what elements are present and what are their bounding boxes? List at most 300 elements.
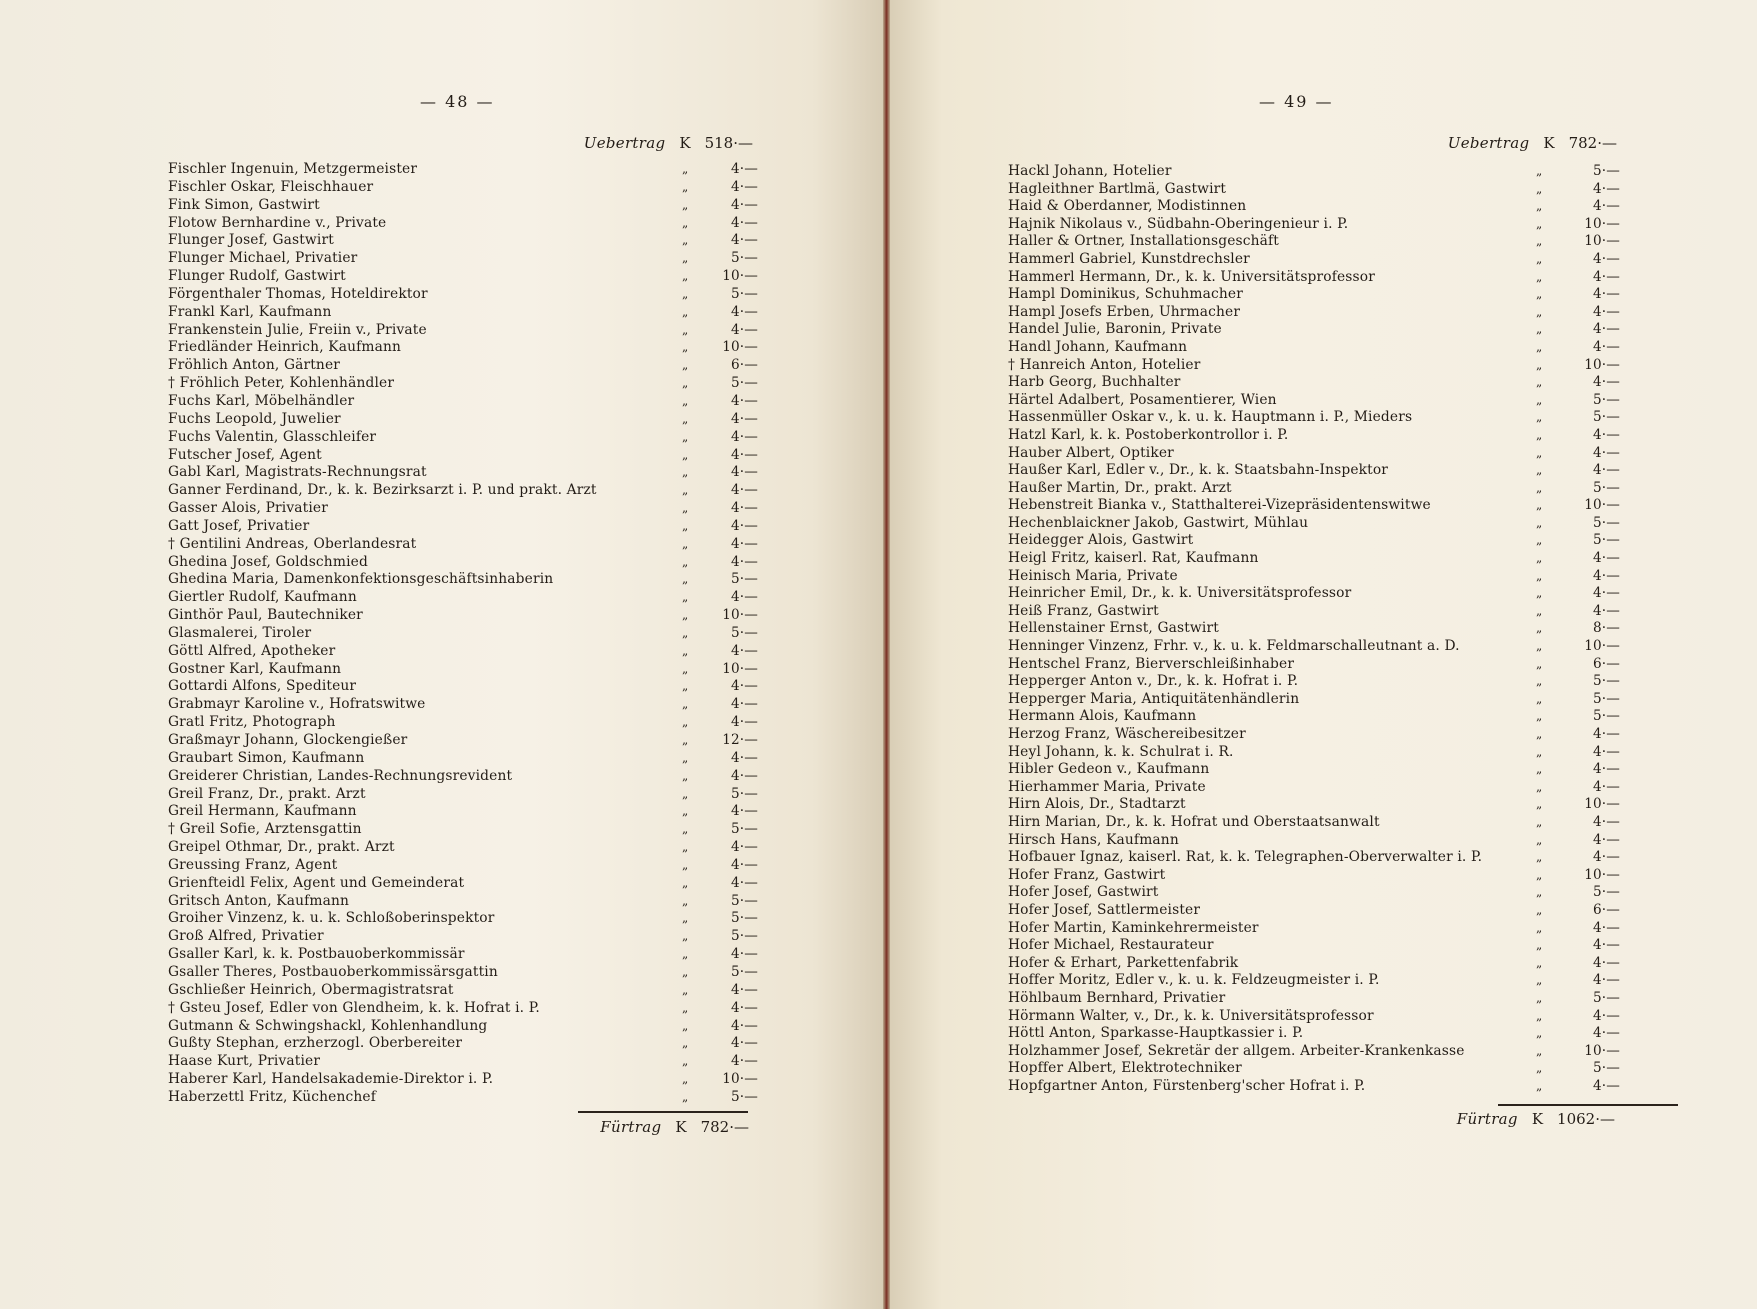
- ditto-mark: „: [1536, 304, 1543, 319]
- donation-amount: 4·—: [730, 678, 758, 695]
- list-item: [1008, 532, 1620, 550]
- list-item: [1008, 216, 1620, 234]
- donation-amount: 4·—: [1592, 778, 1620, 795]
- member-name: Hebenstreit Bianka v., Statthalterei-Vizepräsidentenswitwe: [1008, 497, 1431, 514]
- donation-amount: 12·—: [722, 732, 758, 748]
- donation-amount: 4·—: [1592, 250, 1620, 267]
- ditto-mark: „: [1536, 515, 1543, 530]
- list-item: [168, 910, 758, 928]
- donation-amount: 5·—: [730, 571, 758, 588]
- ditto-mark: „: [682, 822, 689, 837]
- member-name: Hammerl Gabriel, Kunstdrechsler: [1008, 250, 1250, 267]
- ditto-mark: „: [1536, 744, 1543, 759]
- donation-amount: 4·—: [730, 410, 758, 427]
- donation-amount: 5·—: [730, 963, 758, 980]
- member-name: Hajnik Nikolaus v., Südbahn-Oberingenieur i. P.: [1008, 215, 1349, 232]
- member-name: Harb Georg, Buchhalter: [1008, 374, 1181, 391]
- page-number: — 48 —: [420, 92, 495, 111]
- member-name: Flunger Josef, Gastwirt: [168, 232, 334, 249]
- list-item: [168, 482, 758, 500]
- member-name: Ghedina Josef, Goldschmied: [168, 553, 368, 570]
- member-name: Hofer Josef, Sattlermeister: [1008, 901, 1201, 918]
- donation-amount: 4·—: [730, 428, 758, 445]
- donation-amount: 4·—: [730, 749, 758, 766]
- donation-amount: 5·—: [730, 250, 758, 267]
- donation-amount: 4·—: [1592, 919, 1620, 936]
- list-item: [168, 250, 758, 268]
- donation-amount: 10·—: [1584, 866, 1620, 883]
- donation-amount: 10·—: [722, 607, 758, 624]
- ditto-mark: „: [1536, 603, 1543, 618]
- member-name: Hofer Michael, Restaurateur: [1008, 937, 1214, 954]
- member-name: Graubart Simon, Kaufmann: [168, 749, 365, 766]
- donation-amount: 4·—: [1592, 585, 1620, 602]
- list-item: [168, 589, 758, 607]
- ditto-mark: „: [682, 1089, 689, 1104]
- donation-amount: 5·—: [730, 928, 758, 945]
- carry-in-label: Uebertrag: [1447, 134, 1530, 152]
- ditto-mark: „: [1536, 586, 1543, 601]
- list-item: [1008, 480, 1620, 498]
- member-name: Greil Franz, Dr., prakt. Arzt: [168, 785, 366, 802]
- member-name: Hermann Alois, Kaufmann: [1008, 708, 1197, 725]
- donation-amount: 4·—: [1592, 831, 1620, 848]
- member-name: Heidegger Alois, Gastwirt: [1008, 532, 1194, 549]
- ditto-mark: „: [682, 786, 689, 801]
- member-name: Handl Johann, Kaufmann: [1008, 338, 1188, 355]
- member-name: Haußer Karl, Edler v., Dr., k. k. Staatsbahn-Inspektor: [1008, 462, 1389, 479]
- member-name: Gsaller Karl, k. k. Postbauoberkommissär: [168, 946, 465, 963]
- list-item: [1008, 550, 1620, 568]
- list-item: [1008, 269, 1620, 287]
- ditto-mark: „: [682, 1036, 689, 1051]
- member-name: Gußty Stephan, erzherzogl. Oberbereiter: [168, 1035, 463, 1052]
- right-page: [890, 0, 1757, 1309]
- member-name: Hibler Gedeon v., Kaufmann: [1008, 761, 1210, 778]
- member-name: Futscher Josef, Agent: [168, 446, 322, 463]
- ditto-mark: „: [682, 964, 689, 979]
- donation-amount: 10·—: [1584, 233, 1620, 250]
- ditto-mark: „: [1536, 727, 1543, 741]
- list-item: [1008, 656, 1620, 674]
- sum-rule: [1498, 1104, 1678, 1106]
- list-item: [1008, 515, 1620, 533]
- member-name: Gratl Fritz, Photograph: [168, 714, 336, 731]
- ditto-mark: „: [1536, 709, 1543, 724]
- member-name: Ginthör Paul, Bautechniker: [168, 607, 363, 624]
- list-item: [168, 393, 758, 411]
- member-name: † Hanreich Anton, Hotelier: [1008, 356, 1201, 373]
- member-name: Hirsch Hans, Kaufmann: [1008, 831, 1179, 848]
- donation-amount: 5·—: [730, 910, 758, 927]
- list-item: [168, 322, 758, 340]
- ditto-mark: „: [682, 982, 689, 997]
- member-name: Fuchs Valentin, Glasschleifer: [168, 428, 377, 445]
- member-name: Hepperger Anton v., Dr., k. k. Hofrat i. P.: [1008, 673, 1299, 690]
- ditto-mark: „: [682, 643, 689, 658]
- member-name: Hampl Dominikus, Schuhmacher: [1008, 286, 1243, 303]
- donation-amount: 5·—: [1592, 163, 1620, 179]
- list-item: [168, 518, 758, 536]
- ditto-mark: „: [682, 286, 689, 301]
- list-item: [1008, 603, 1620, 621]
- ditto-mark: „: [682, 447, 689, 462]
- ditto-mark: „: [1536, 920, 1543, 935]
- member-name: Fischler Ingenuin, Metzgermeister: [168, 161, 418, 177]
- list-item: [1008, 955, 1620, 973]
- list-item: [168, 875, 758, 893]
- ditto-mark: „: [1536, 269, 1543, 284]
- list-item: [168, 928, 758, 946]
- member-name: Heyl Johann, k. k. Schulrat i. R.: [1008, 743, 1234, 760]
- ditto-mark: „: [1536, 885, 1543, 900]
- donation-amount: 4·—: [1592, 954, 1620, 971]
- member-name: Herzog Franz, Wäschereibesitzer: [1008, 726, 1246, 742]
- donation-amount: 4·—: [1592, 338, 1620, 355]
- member-name: Hoffer Moritz, Edler v., k. u. k. Feldzeugmeister i. P.: [1008, 972, 1380, 989]
- donation-amount: 5·—: [730, 624, 758, 641]
- list-item: [168, 375, 758, 393]
- member-name: Hackl Johann, Hotelier: [1008, 163, 1172, 179]
- member-name: Heiß Franz, Gastwirt: [1008, 602, 1159, 619]
- ditto-mark: „: [682, 251, 689, 266]
- list-item: [168, 821, 758, 839]
- carry-in-amount: 518·—: [704, 134, 753, 152]
- ditto-mark: „: [1536, 199, 1543, 214]
- donation-amount: 5·—: [730, 285, 758, 302]
- ditto-mark: „: [682, 197, 689, 212]
- ditto-mark: „: [1536, 181, 1543, 196]
- member-name: Hammerl Hermann, Dr., k. k. Universitätsprofessor: [1008, 268, 1375, 285]
- ditto-mark: „: [1536, 1008, 1543, 1023]
- ditto-mark: „: [1536, 498, 1543, 513]
- ditto-mark: „: [1536, 463, 1543, 478]
- ditto-mark: „: [1536, 322, 1543, 337]
- list-item: [1008, 1078, 1620, 1096]
- ditto-mark: „: [682, 733, 689, 747]
- donation-amount: 4·—: [1592, 444, 1620, 461]
- ditto-mark: „: [682, 590, 689, 605]
- member-name: Flotow Bernhardine v., Private: [168, 214, 387, 231]
- list-item: [168, 803, 758, 821]
- list-item: [168, 714, 758, 732]
- list-item: [1008, 1025, 1620, 1043]
- list-item: [1008, 972, 1620, 990]
- donation-amount: 4·—: [730, 178, 758, 195]
- list-item: [1008, 497, 1620, 515]
- donation-amount: 4·—: [1592, 1007, 1620, 1024]
- list-item: [168, 179, 758, 197]
- carry-in-amount: 782·—: [1568, 134, 1617, 152]
- donation-amount: 4·—: [730, 321, 758, 338]
- member-name: Greiderer Christian, Landes-Rechnungsrevident: [168, 767, 513, 784]
- donation-amount: 5·—: [1592, 391, 1620, 408]
- carry-out-amount: 1062·—: [1557, 1110, 1615, 1128]
- list-item: [1008, 1060, 1620, 1078]
- ditto-mark: „: [682, 1000, 689, 1015]
- ditto-mark: „: [1536, 533, 1543, 548]
- list-item: [168, 304, 758, 322]
- donation-amount: 4·—: [730, 589, 758, 606]
- donation-amount: 4·—: [1592, 602, 1620, 619]
- donation-amount: 4·—: [1592, 321, 1620, 338]
- donation-amount: 10·—: [1584, 497, 1620, 514]
- donation-amount: 4·—: [1592, 743, 1620, 760]
- list-item: [1008, 832, 1620, 850]
- ditto-mark: „: [682, 162, 689, 176]
- member-name: Haberer Karl, Handelsakademie-Direktor i. P.: [168, 1071, 494, 1088]
- donation-amount: 4·—: [730, 999, 758, 1016]
- list-item: [1008, 198, 1620, 216]
- list-item: [168, 768, 758, 786]
- donation-amount: 10·—: [1584, 1042, 1620, 1059]
- list-item: [168, 1053, 758, 1071]
- list-item: [168, 429, 758, 447]
- member-name: Flunger Rudolf, Gastwirt: [168, 268, 346, 285]
- ditto-mark: „: [1536, 164, 1543, 178]
- list-item: [1008, 392, 1620, 410]
- member-name: Groß Alfred, Privatier: [168, 928, 324, 945]
- ditto-mark: „: [1536, 480, 1543, 495]
- ditto-mark: „: [1536, 551, 1543, 566]
- list-item: [1008, 357, 1620, 375]
- member-name: Hofer & Erhart, Parkettenfabrik: [1008, 954, 1239, 971]
- donation-amount: 4·—: [730, 517, 758, 534]
- member-name: Haberzettl Fritz, Küchenchef: [168, 1088, 376, 1105]
- list-item: [1008, 691, 1620, 709]
- list-item: [1008, 163, 1620, 181]
- member-name: Groiher Vinzenz, k. u. k. Schloßoberinspektor: [168, 910, 495, 927]
- ditto-mark: „: [682, 1072, 689, 1087]
- ditto-mark: „: [682, 911, 689, 926]
- donation-amount: 10·—: [722, 660, 758, 677]
- member-name: Hofer Franz, Gastwirt: [1008, 866, 1166, 883]
- member-name: Hampl Josefs Erben, Uhrmacher: [1008, 303, 1241, 320]
- donation-amount: 4·—: [1592, 567, 1620, 584]
- ditto-mark: „: [1536, 762, 1543, 777]
- ditto-mark: „: [682, 179, 689, 194]
- member-name: Gutmann & Schwingshackl, Kohlenhandlung: [168, 1017, 488, 1034]
- donation-amount: 4·—: [1592, 268, 1620, 285]
- member-name: Ghedina Maria, Damenkonfektionsgeschäftsinhaberin: [168, 571, 554, 588]
- ditto-mark: „: [682, 929, 689, 944]
- list-item: [1008, 638, 1620, 656]
- member-name: † Greil Sofie, Arztensgattin: [168, 821, 362, 838]
- ditto-mark: „: [1536, 410, 1543, 425]
- ditto-mark: „: [682, 572, 689, 587]
- list-item: [1008, 462, 1620, 480]
- member-name: Heinricher Emil, Dr., k. k. Universitätsprofessor: [1008, 585, 1352, 602]
- donation-amount: 4·—: [730, 500, 758, 517]
- donation-amount: 4·—: [1592, 937, 1620, 954]
- ditto-mark: „: [1536, 445, 1543, 460]
- list-item: [1008, 902, 1620, 920]
- member-name: Hentschel Franz, Bierverschleißinhaber: [1008, 655, 1295, 672]
- donation-amount: 5·—: [1592, 514, 1620, 531]
- ditto-mark: „: [682, 518, 689, 533]
- ditto-mark: „: [1536, 339, 1543, 354]
- donation-amount: 4·—: [730, 535, 758, 552]
- donation-amount: 4·—: [730, 553, 758, 570]
- donation-amount: 4·—: [730, 696, 758, 713]
- list-item: [1008, 990, 1620, 1008]
- member-name: Hopffer Albert, Elektrotechniker: [1008, 1060, 1242, 1077]
- list-item: [168, 357, 758, 375]
- donation-amount: 4·—: [730, 446, 758, 463]
- member-name: Greipel Othmar, Dr., prakt. Arzt: [168, 839, 395, 856]
- list-item: [1008, 445, 1620, 463]
- member-name: Hofbauer Ignaz, kaiserl. Rat, k. k. Telegraphen-Oberverwalter i. P.: [1008, 849, 1483, 866]
- ditto-mark: „: [1536, 990, 1543, 1005]
- ditto-mark: „: [1536, 691, 1543, 706]
- donation-amount: 4·—: [1592, 303, 1620, 320]
- member-name: Hofer Martin, Kaminkehrermeister: [1008, 919, 1259, 936]
- donation-amount: 4·—: [1592, 198, 1620, 215]
- donation-amount: 6·—: [1592, 655, 1620, 672]
- currency-symbol: K: [1543, 134, 1555, 152]
- ditto-mark: „: [682, 233, 689, 248]
- list-item: [168, 1000, 758, 1018]
- ditto-mark: „: [1536, 973, 1543, 988]
- ditto-mark: „: [682, 840, 689, 855]
- currency-symbol: K: [679, 134, 691, 152]
- list-item: [168, 554, 758, 572]
- ditto-mark: „: [1536, 656, 1543, 671]
- member-name: † Gentilini Andreas, Oberlandesrat: [168, 535, 417, 552]
- donation-amount: 4·—: [1592, 550, 1620, 567]
- member-name: Gritsch Anton, Kaufmann: [168, 892, 350, 909]
- member-name: Förgenthaler Thomas, Hoteldirektor: [168, 285, 428, 302]
- donation-amount: 5·—: [1592, 673, 1620, 690]
- list-item: [1008, 321, 1620, 339]
- member-name: Hechenblaickner Jakob, Gastwirt, Mühlau: [1008, 514, 1309, 531]
- donation-amount: 4·—: [1592, 374, 1620, 391]
- donation-amount: 5·—: [730, 1088, 758, 1105]
- list-item: [1008, 374, 1620, 392]
- donation-amount: 4·—: [730, 196, 758, 213]
- member-name: Gabl Karl, Magistrats-Rechnungsrat: [168, 464, 427, 481]
- ditto-mark: „: [682, 215, 689, 230]
- list-item: [1008, 814, 1620, 832]
- list-item: [1008, 937, 1620, 955]
- member-list: [168, 161, 758, 1107]
- member-name: Fink Simon, Gastwirt: [168, 196, 320, 213]
- donation-amount: 5·—: [1592, 690, 1620, 707]
- list-item: [168, 786, 758, 804]
- donation-amount: 4·—: [730, 1035, 758, 1052]
- ditto-mark: „: [682, 304, 689, 319]
- list-item: [168, 161, 758, 179]
- currency-symbol: K: [675, 1118, 687, 1136]
- list-item: [1008, 708, 1620, 726]
- member-name: Grabmayr Karoline v., Hofratswitwe: [168, 696, 426, 713]
- donation-amount: 4·—: [730, 981, 758, 998]
- list-item: [168, 339, 758, 357]
- ditto-mark: „: [682, 1054, 689, 1069]
- ditto-mark: „: [682, 483, 689, 498]
- ditto-mark: „: [682, 501, 689, 516]
- list-item: [1008, 867, 1620, 885]
- list-item: [1008, 620, 1620, 638]
- donation-amount: 4·—: [730, 642, 758, 659]
- ditto-mark: „: [1536, 1061, 1543, 1076]
- ditto-mark: „: [682, 269, 689, 284]
- list-item: [168, 678, 758, 696]
- carry-out-amount: 782·—: [700, 1118, 749, 1136]
- ditto-mark: „: [682, 393, 689, 408]
- list-item: [168, 1071, 758, 1089]
- list-item: [1008, 779, 1620, 797]
- carry-out: [600, 1118, 749, 1136]
- member-name: Haase Kurt, Privatier: [168, 1053, 321, 1070]
- carry-in: [584, 134, 753, 152]
- member-name: Gostner Karl, Kaufmann: [168, 660, 342, 677]
- ditto-mark: „: [682, 376, 689, 391]
- list-item: [1008, 181, 1620, 199]
- ditto-mark: „: [1536, 251, 1543, 266]
- donation-amount: 5·—: [1592, 708, 1620, 725]
- member-name: Hellenstainer Ernst, Gastwirt: [1008, 620, 1219, 637]
- member-name: Höhlbaum Bernhard, Privatier: [1008, 989, 1226, 1006]
- list-item: [168, 571, 758, 589]
- donation-amount: 6·—: [1592, 901, 1620, 918]
- member-name: Gsaller Theres, Postbauoberkommissärsgattin: [168, 963, 498, 980]
- list-item: [168, 625, 758, 643]
- member-name: Haller & Ortner, Installationsgeschäft: [1008, 233, 1279, 250]
- list-item: [168, 215, 758, 233]
- ditto-mark: „: [682, 697, 689, 712]
- member-name: Gottardi Alfons, Spediteur: [168, 678, 357, 695]
- member-name: Fröhlich Anton, Gärtner: [168, 357, 341, 374]
- ditto-mark: „: [1536, 832, 1543, 847]
- member-name: Hirn Alois, Dr., Stadtarzt: [1008, 796, 1186, 813]
- member-name: Graßmayr Johann, Glockengießer: [168, 732, 408, 748]
- list-item: [1008, 233, 1620, 251]
- ditto-mark: „: [1536, 867, 1543, 882]
- list-item: [168, 732, 758, 750]
- carry-in-label: Uebertrag: [583, 134, 666, 152]
- list-item: [168, 750, 758, 768]
- ditto-mark: „: [682, 625, 689, 640]
- list-item: [168, 661, 758, 679]
- ditto-mark: „: [682, 411, 689, 426]
- member-name: † Fröhlich Peter, Kohlenhändler: [168, 375, 395, 392]
- ditto-mark: „: [682, 429, 689, 444]
- donation-amount: 10·—: [1584, 215, 1620, 232]
- ditto-mark: „: [1536, 1078, 1543, 1093]
- member-name: Frankl Karl, Kaufmann: [168, 303, 332, 320]
- list-item: [168, 964, 758, 982]
- donation-amount: 5·—: [730, 821, 758, 838]
- donation-amount: 5·—: [1592, 884, 1620, 901]
- member-name: Handel Julie, Baronin, Private: [1008, 321, 1222, 338]
- ditto-mark: „: [682, 804, 689, 819]
- ditto-mark: „: [682, 715, 689, 730]
- ditto-mark: „: [1536, 357, 1543, 372]
- donation-amount: 10·—: [722, 1071, 758, 1088]
- member-name: Giertler Rudolf, Kaufmann: [168, 589, 357, 606]
- ditto-mark: „: [1536, 392, 1543, 407]
- list-item: [168, 286, 758, 304]
- carry-out: [1457, 1110, 1615, 1128]
- list-item: [168, 607, 758, 625]
- donation-amount: 10·—: [722, 339, 758, 356]
- list-item: [1008, 304, 1620, 322]
- donation-amount: 4·—: [730, 1053, 758, 1070]
- donation-amount: 4·—: [730, 1017, 758, 1034]
- list-item: [168, 1089, 758, 1107]
- ditto-mark: „: [1536, 1043, 1543, 1058]
